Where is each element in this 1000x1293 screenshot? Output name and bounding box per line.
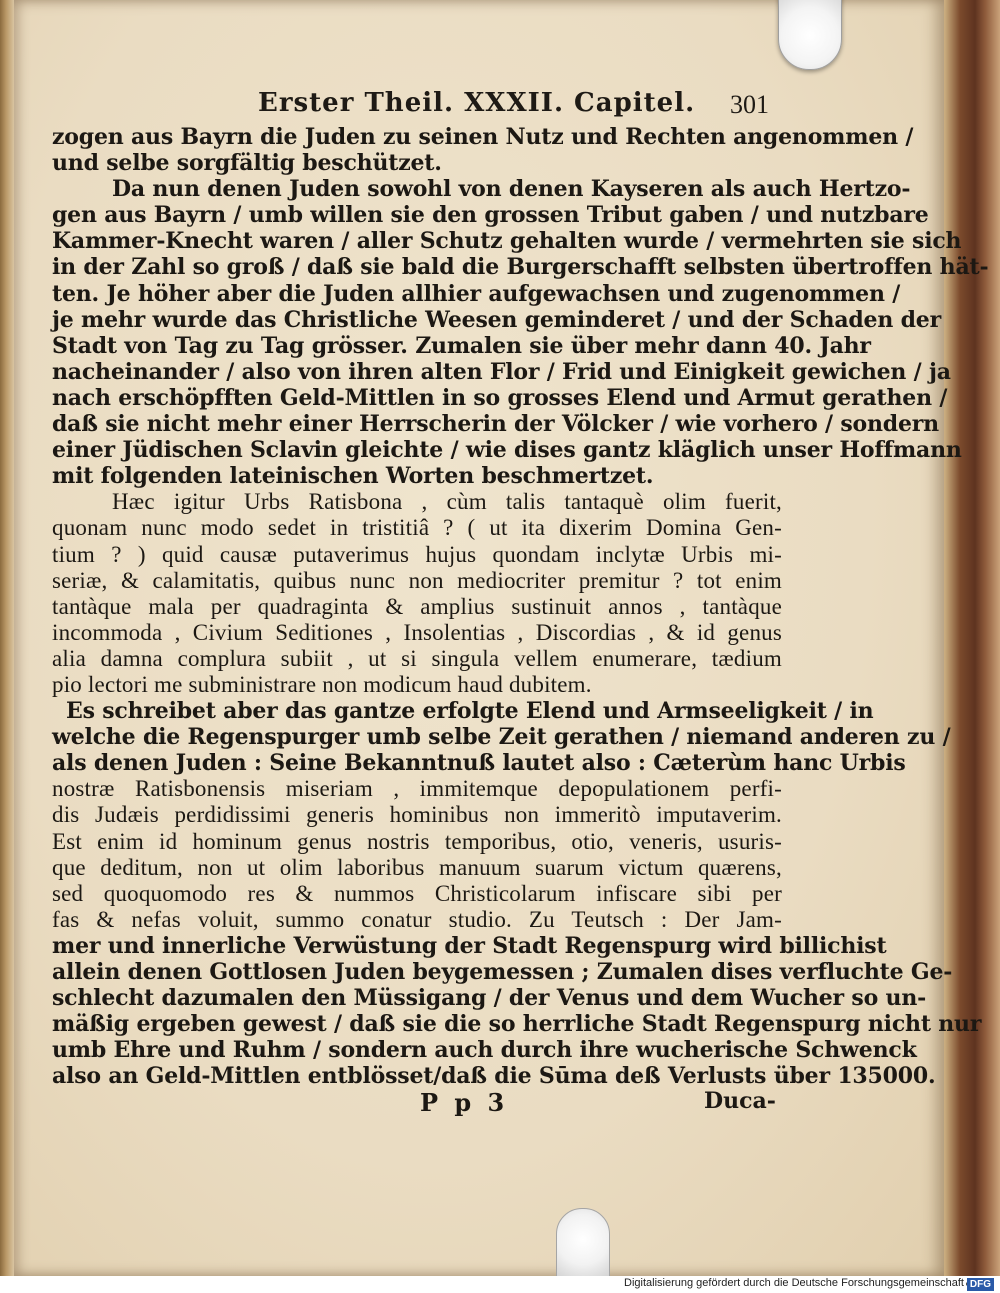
text-line: gen aus Bayrn / umb willen sie den grossen Tribut gaben / und nutzbare (52, 202, 929, 229)
body-text (52, 124, 989, 1090)
text-line: also an Geld-Mittlen entblösset/daß die Sūma deß Verlusts über 135000. (52, 1063, 936, 1090)
page-footer (0, 1088, 1000, 1118)
text-line: umb Ehre und Ruhm / sondern auch durch ihre wucherische Schwenck (52, 1037, 917, 1064)
text-line: Es schreibet aber das gantze erfolgte Elend und Armseeligkeit / in (66, 698, 874, 725)
text-line: ten. Je höher aber die Juden allhier aufgewachsen und zugenommen / (52, 280, 901, 307)
text-line: sed quoquomodo res & nummos Christicolarum infiscare sibi per (52, 880, 782, 906)
text-line: je mehr wurde das Christliche Weesen geminderet / und der Schaden der (52, 306, 941, 333)
text-line: Est enim id hominum genus nostris temporibus, otio, veneris, usuris- (52, 828, 782, 854)
text-line: nacheinander / also von ihren alten Flor / Frid und Einigkeit gewichen / ja (52, 358, 951, 385)
catchword: Duca- (704, 1088, 776, 1114)
page-number: 301 (730, 90, 769, 119)
text-line: einer Jüdischen Sclavin gleichte / wie dises gantz kläglich unser Hoffmann (52, 437, 962, 464)
text-line: welche die Regenspurger umb selbe Zeit gerathen / niemand anderen zu / (52, 724, 951, 751)
text-line: zogen aus Bayrn die Juden zu seinen Nutz und Rechten angenommen / (52, 124, 914, 150)
text-line: und selbe sorgfältig beschützet. (52, 150, 442, 177)
text-line: nostræ Ratisbonensis miseriam , immitemque depopulationem perfi- (52, 776, 782, 802)
text-line: tium ? ) quid causæ putaverimus hujus quondam inclytæ Urbis mi- (52, 541, 782, 567)
text-line: Da nun denen Juden sowohl von denen Kayseren als auch Hertzo- (112, 176, 911, 203)
running-title: Erster Theil. XXXII. Capitel. (258, 88, 696, 118)
text-line: Stadt von Tag zu Tag grösser. Zumalen sie über mehr dann 40. Jahr (52, 332, 871, 359)
text-line: alia damna complura subiit , ut si singula vellem enumerare, tædium (52, 645, 782, 671)
text-line: schlecht dazumalen den Müssigang / der Venus und dem Wucher so un- (52, 985, 927, 1012)
page-clip-top (778, 0, 842, 70)
text-line: dis Judæis perdidissimi generis hominibus non immeritò imputaverim. (52, 802, 782, 828)
signature-mark: P p 3 (420, 1088, 509, 1117)
text-line: seriæ, & calamitatis, quibus nunc non mediocriter premitur ? tot enim (52, 567, 782, 593)
text-line: mer und innerliche Verwüstung der Stadt Regenspurg wird billichist (52, 932, 887, 959)
text-line: mit folgenden lateinischen Worten beschmertzet. (52, 463, 654, 490)
text-line: pio lectori me subministrare non modicum haud dubitem. (52, 671, 592, 697)
text-line: quonam nunc modo sedet in tristitiâ ? ( ut ita dixerim Domina Gen- (52, 515, 782, 541)
running-head (0, 88, 1000, 122)
page-clip-bottom (556, 1208, 610, 1278)
text-line: mäßig ergeben gewest / daß sie die so herrliche Stadt Regenspurg nicht nur (52, 1011, 982, 1038)
text-line: incommoda , Civium Seditiones , Insolentias , Discordias , & id genus (52, 619, 782, 645)
text-line: fas & nefas voluit, summo conatur studio. Zu Teutsch : Der Jam- (52, 906, 782, 932)
text-line: Kammer-Knecht waren / aller Schutz gehalten wurde / vermehrten sie sich (52, 228, 962, 255)
text-line: tantàque mala per quadraginta & amplius sustinuit annos , tantàque (52, 593, 782, 619)
text-line: als denen Juden : Seine Bekanntnuß lautet also : Cæterùm hanc Urbis (52, 750, 906, 777)
credit-bar (0, 1276, 1000, 1293)
text-line: in der Zahl so groß / daß sie bald die Burgerschafft selbsten übertroffen hät- (52, 254, 989, 281)
credit-text: Digitalisierung gefördert durch die Deutsche Forschungsgemeinschaft (624, 1277, 964, 1289)
text-line: nach erschöpfften Geld-Mittlen in so grosses Elend und Armut gerathen / (52, 384, 948, 411)
text-line: allein denen Gottlosen Juden beygemessen ; Zumalen dises verfluchte Ge- (52, 959, 953, 985)
text-line: Hæc igitur Urbs Ratisbona , cùm talis tantaquè olim fuerit, (112, 489, 782, 515)
text-line: que deditum, non ut olim laboribus manuum suarum victum quærens, (52, 854, 782, 880)
dfg-logo: DFG (967, 1278, 994, 1291)
text-line: daß sie nicht mehr einer Herrscherin der Völcker / wie vorhero / sondern (52, 411, 939, 438)
